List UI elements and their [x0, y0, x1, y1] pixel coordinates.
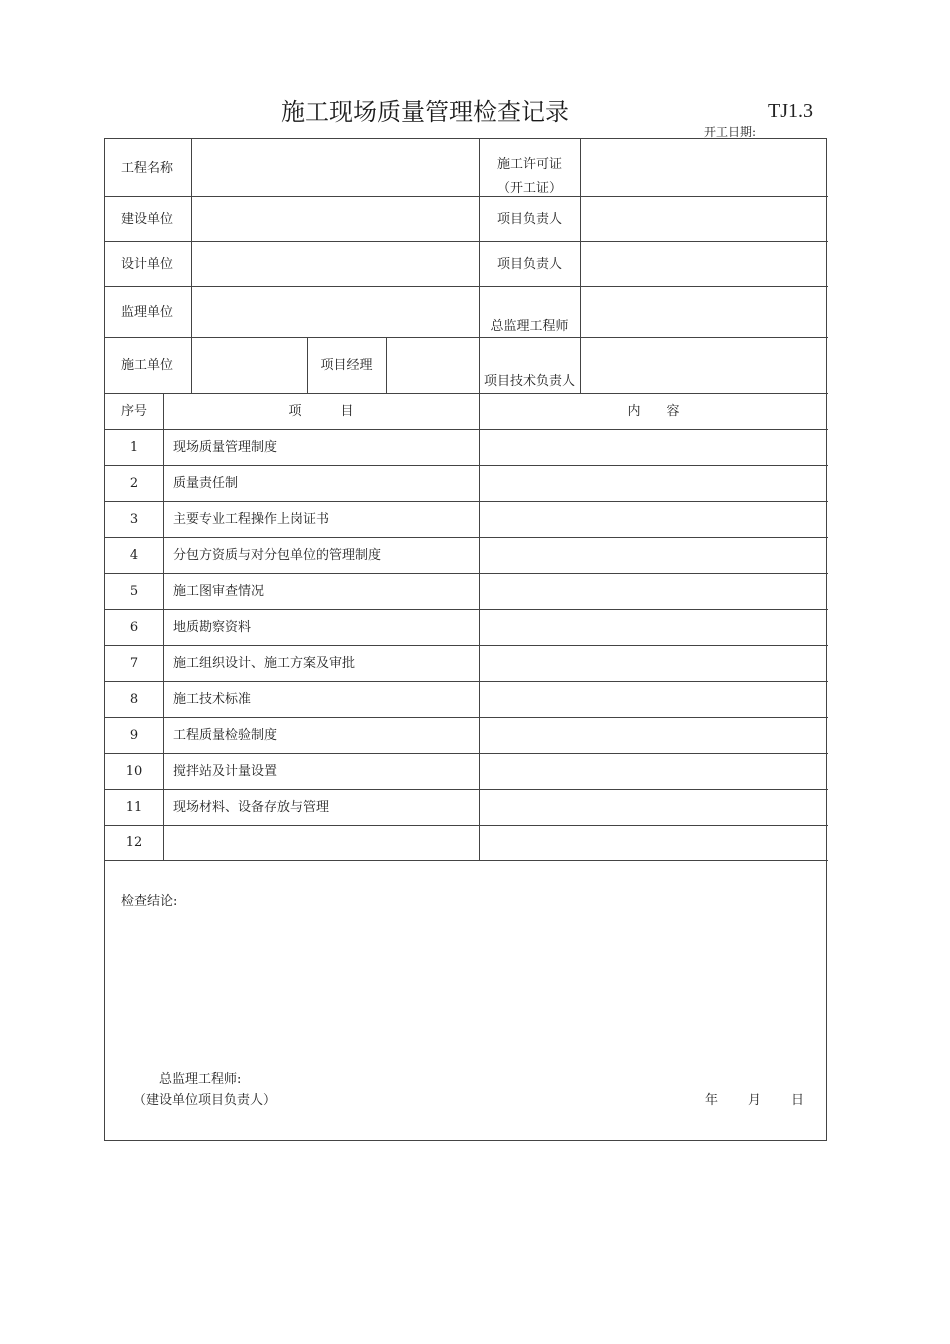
- col-divider: [191, 139, 192, 393]
- chief-engineer-label: 总监理工程师: [490, 319, 569, 334]
- signer-label: 总监理工程师:: [159, 1072, 242, 1087]
- row-divider: [105, 573, 828, 574]
- row-no: 8: [129, 692, 139, 707]
- row-no: 10: [125, 764, 143, 779]
- row-item: 搅拌站及计量设置: [173, 764, 278, 779]
- design-unit-label: 设计单位: [121, 257, 174, 272]
- row-divider: [105, 825, 828, 826]
- row-no: 11: [125, 800, 143, 815]
- col-divider: [479, 139, 480, 860]
- row-divider: [105, 537, 828, 538]
- col-divider: [163, 393, 164, 860]
- col-divider: [386, 337, 387, 393]
- start-date-label: 开工日期:: [704, 125, 757, 139]
- row-no: 9: [129, 728, 139, 743]
- contractor-unit-label: 施工单位: [121, 358, 174, 373]
- date-month-label: 月: [748, 1093, 762, 1108]
- row-divider: [105, 501, 828, 502]
- row-item: 现场材料、设备存放与管理: [173, 800, 330, 815]
- row-divider: [105, 286, 828, 287]
- col-divider: [580, 139, 581, 393]
- row-no: 12: [125, 835, 143, 850]
- row-no: 5: [129, 584, 139, 599]
- row-item: 施工技术标准: [173, 692, 252, 707]
- row-no: 6: [129, 620, 139, 635]
- date-day-label: 日: [791, 1093, 805, 1108]
- project-manager-label: 项目经理: [320, 358, 373, 373]
- conclusion-label: 检查结论:: [121, 894, 178, 909]
- col-header-item: 项 目: [288, 404, 354, 419]
- row-divider: [105, 196, 828, 197]
- owner-manager-label: 项目负责人: [496, 212, 562, 227]
- signer-sublabel: （建设单位项目负责人）: [133, 1093, 277, 1108]
- row-divider: [105, 465, 828, 466]
- date-year-label: 年: [705, 1093, 719, 1108]
- page-title: 施工现场质量管理检查记录: [281, 98, 569, 126]
- row-divider: [105, 753, 828, 754]
- design-manager-label: 项目负责人: [496, 257, 562, 272]
- row-divider: [105, 860, 828, 861]
- row-item: 地质勘察资料: [173, 620, 252, 635]
- row-no: 2: [129, 476, 139, 491]
- project-name-label: 工程名称: [121, 161, 174, 176]
- row-no: 4: [129, 548, 139, 563]
- inspection-form: [104, 138, 827, 1141]
- row-no: 3: [129, 512, 139, 527]
- row-divider: [105, 429, 828, 430]
- row-item: 现场质量管理制度: [173, 440, 278, 455]
- row-no: 7: [129, 656, 139, 671]
- permit-label-line1: 施工许可证: [496, 157, 562, 172]
- row-divider: [105, 681, 828, 682]
- row-divider: [105, 393, 828, 394]
- row-item: 主要专业工程操作上岗证书: [173, 512, 330, 527]
- row-item: 分包方资质与对分包单位的管理制度: [173, 548, 382, 563]
- row-divider: [105, 609, 828, 610]
- row-divider: [105, 241, 828, 242]
- row-item: 工程质量检验制度: [173, 728, 278, 743]
- row-divider: [105, 789, 828, 790]
- row-item: 施工组织设计、施工方案及审批: [173, 656, 356, 671]
- col-header-no: 序号: [121, 404, 148, 419]
- col-header-content: 内 容: [627, 404, 680, 419]
- row-divider: [105, 717, 828, 718]
- row-item: 施工图审查情况: [173, 584, 265, 599]
- owner-unit-label: 建设单位: [121, 212, 174, 227]
- row-item: 质量责任制: [173, 476, 239, 491]
- row-no: 1: [129, 440, 139, 455]
- tech-manager-label: 项目技术负责人: [483, 374, 575, 389]
- row-divider: [105, 645, 828, 646]
- permit-label-line2: （开工证）: [496, 181, 562, 196]
- form-code: TJ1.3: [768, 100, 813, 122]
- supervision-unit-label: 监理单位: [121, 305, 174, 320]
- row-divider: [105, 337, 828, 338]
